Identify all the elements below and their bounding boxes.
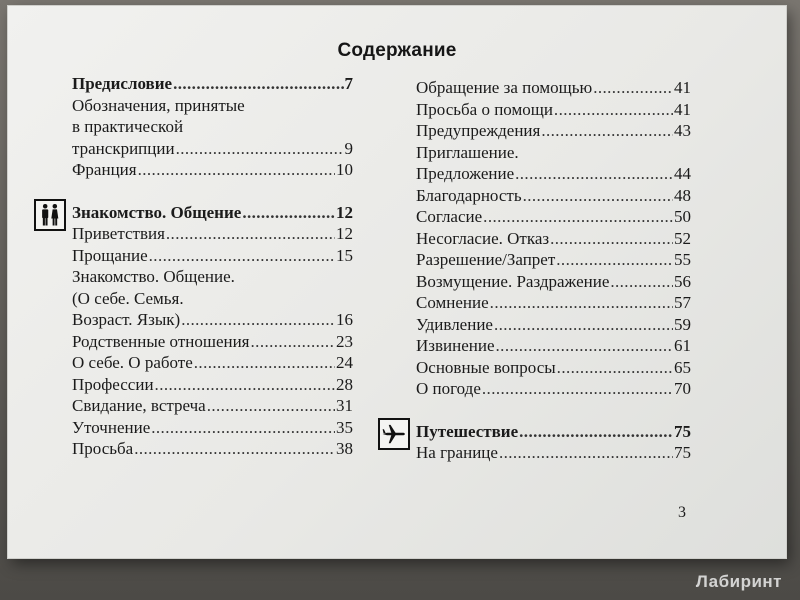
toc-entry[interactable] — [72, 310, 353, 332]
toc-page-number: 23 — [336, 331, 353, 351]
dot-leader — [242, 203, 335, 223]
toc-entry-title: Франция — [72, 160, 137, 179]
toc-entry-title: Прощание — [72, 245, 148, 265]
toc-entry[interactable] — [416, 207, 691, 229]
toc-entry-title: Путешествие — [416, 421, 519, 441]
toc-entry[interactable] — [72, 375, 353, 397]
toc-entry-title: Предисловие — [72, 74, 173, 93]
toc-entry[interactable] — [416, 315, 691, 337]
dot-leader — [515, 164, 673, 184]
toc-section — [416, 422, 691, 444]
section-gap — [72, 182, 353, 203]
toc-entry-title: Просьба — [72, 439, 134, 458]
dot-leader — [557, 358, 673, 378]
toc-entry-title: Несогласие. Отказ — [416, 228, 550, 248]
toc-entry[interactable] — [416, 293, 691, 315]
toc-entry-title: Сомнение — [416, 293, 489, 312]
toc-page-number: 61 — [674, 336, 691, 355]
dot-leader — [134, 439, 335, 459]
page-number: 3 — [678, 504, 686, 521]
toc-page-number: 75 — [674, 421, 691, 441]
toc-page-number: 48 — [674, 185, 691, 205]
book-page — [8, 6, 786, 558]
toc-entry-title: Основные вопросы — [416, 357, 556, 377]
dot-leader — [483, 207, 673, 227]
toc-entry[interactable] — [416, 78, 691, 100]
toc-page-number: 10 — [336, 160, 353, 179]
dot-leader — [181, 310, 335, 330]
dot-leader — [541, 121, 673, 141]
toc-entry-title: Знакомство. Общение — [72, 202, 242, 222]
toc-page-number: 57 — [674, 293, 691, 312]
toc-entry[interactable] — [416, 121, 691, 143]
toc-entry[interactable] — [72, 160, 353, 182]
toc-page-number: 38 — [336, 439, 353, 458]
toc-entry-text: в практической — [72, 117, 184, 136]
toc-entry-title: Родственные отношения — [72, 331, 250, 351]
toc-page-number: 16 — [336, 310, 353, 329]
dot-leader — [496, 336, 673, 356]
dot-leader — [593, 78, 673, 98]
dot-leader — [194, 353, 335, 373]
toc-page-number: 9 — [344, 138, 353, 158]
toc-entry-title: Свидание, встреча — [72, 396, 206, 415]
toc-entry-title: Предложение — [416, 164, 515, 183]
toc-entry-title: Возмущение. Раздражение — [416, 271, 610, 291]
toc-entry[interactable] — [416, 358, 691, 380]
dot-leader — [499, 443, 673, 463]
dot-leader — [523, 186, 673, 206]
page-title: Содержание — [337, 40, 457, 61]
dot-leader — [155, 375, 335, 395]
toc-page-number: 70 — [674, 379, 691, 398]
toc-left-column — [72, 74, 353, 461]
dot-leader — [251, 332, 335, 352]
toc-entry[interactable] — [416, 100, 691, 122]
toc-section-heading[interactable] — [72, 74, 353, 96]
dot-leader — [550, 229, 673, 249]
toc-entry[interactable] — [416, 186, 691, 208]
toc-section-heading[interactable] — [416, 422, 691, 444]
dot-leader — [207, 396, 335, 416]
toc-page-number: 7 — [344, 74, 353, 93]
toc-entry-title: Удивление — [416, 314, 493, 334]
toc-entry-title: Просьба о помощи — [416, 99, 553, 119]
toc-entry[interactable] — [416, 272, 691, 294]
airplane-icon — [378, 418, 410, 450]
dot-leader — [173, 74, 343, 94]
dot-leader — [554, 100, 673, 120]
toc-entry-title: Благодарность — [416, 185, 522, 205]
toc-page-number: 28 — [336, 374, 353, 394]
toc-entry[interactable] — [416, 250, 691, 272]
toc-page-number: 56 — [674, 271, 691, 291]
toc-page-number: 55 — [674, 250, 691, 269]
dot-leader — [149, 246, 335, 266]
toc-page-number: 12 — [336, 224, 353, 243]
toc-entry-title: Предупреждения — [416, 121, 541, 140]
toc-entry[interactable] — [72, 332, 353, 354]
toc-section-heading[interactable] — [72, 203, 353, 225]
toc-page-number: 52 — [674, 228, 691, 248]
dot-leader — [490, 293, 673, 313]
dot-leader — [519, 422, 673, 442]
toc-page-number: 15 — [336, 245, 353, 265]
toc-entry-title: Разрешение/Запрет — [416, 250, 556, 269]
toc-entry[interactable] — [72, 246, 353, 268]
toc-entry[interactable] — [72, 396, 353, 418]
toc-entry[interactable] — [416, 443, 691, 465]
dot-leader — [166, 224, 335, 244]
toc-right-column — [416, 78, 691, 465]
toc-entry-title: транскрипции — [72, 138, 175, 158]
toc-page-number: 12 — [336, 202, 353, 222]
toc-entry[interactable] — [72, 439, 353, 461]
toc-entry[interactable] — [416, 229, 691, 251]
logo-text: Лабиринт — [695, 572, 782, 591]
toc-page-number: 65 — [674, 357, 691, 377]
toc-section — [72, 203, 353, 225]
toc-page-number: 43 — [674, 121, 691, 140]
dot-leader — [610, 272, 673, 292]
toc-entry-text: Приглашение. — [416, 142, 519, 162]
section-gap — [416, 401, 691, 422]
toc-entry-title: На границе — [416, 443, 498, 462]
toc-page-number: 35 — [336, 417, 353, 437]
toc-entry-text: (О себе. Семья. — [72, 288, 184, 308]
toc-entry-title: Согласие — [416, 207, 483, 226]
dot-leader — [151, 418, 335, 438]
toc-page-number: 50 — [674, 207, 691, 226]
toc-entry-title: Уточнение — [72, 417, 151, 437]
toc-page-number: 41 — [674, 78, 691, 97]
toc-entry[interactable] — [72, 353, 353, 375]
labirint-logo — [696, 572, 782, 592]
dot-leader — [482, 379, 673, 399]
toc-entry[interactable] — [416, 379, 691, 401]
dot-leader — [138, 160, 335, 180]
toc-page-number: 41 — [674, 99, 691, 119]
toc-entry-title: Извинение — [416, 336, 495, 355]
toc-entry-text: Знакомство. Общение. — [72, 267, 235, 286]
toc-entry[interactable] — [72, 224, 353, 246]
people-icon — [34, 199, 66, 231]
toc-entry-title: Профессии — [72, 374, 154, 394]
toc-entry-title: Обращение за помощью — [416, 78, 593, 97]
toc-entry-text: Обозначения, принятые — [72, 95, 245, 115]
toc-entry[interactable] — [416, 336, 691, 358]
toc-entry[interactable] — [72, 418, 353, 440]
toc-entry-title: О погоде — [416, 379, 481, 398]
toc-page-number: 44 — [674, 164, 691, 183]
dot-leader — [176, 139, 344, 159]
toc-entry[interactable] — [72, 139, 353, 161]
toc-entry[interactable] — [416, 164, 691, 186]
toc-page-number: 31 — [336, 396, 353, 415]
toc-page-number: 75 — [674, 443, 691, 462]
toc-entry-title: Возраст. Язык) — [72, 310, 181, 329]
toc-page-number: 24 — [336, 353, 353, 372]
dot-leader — [556, 250, 673, 270]
toc-page-number: 59 — [674, 314, 691, 334]
dot-leader — [494, 315, 673, 335]
toc-entry-title: О себе. О работе — [72, 353, 193, 372]
toc-entry-title: Приветствия — [72, 224, 165, 243]
